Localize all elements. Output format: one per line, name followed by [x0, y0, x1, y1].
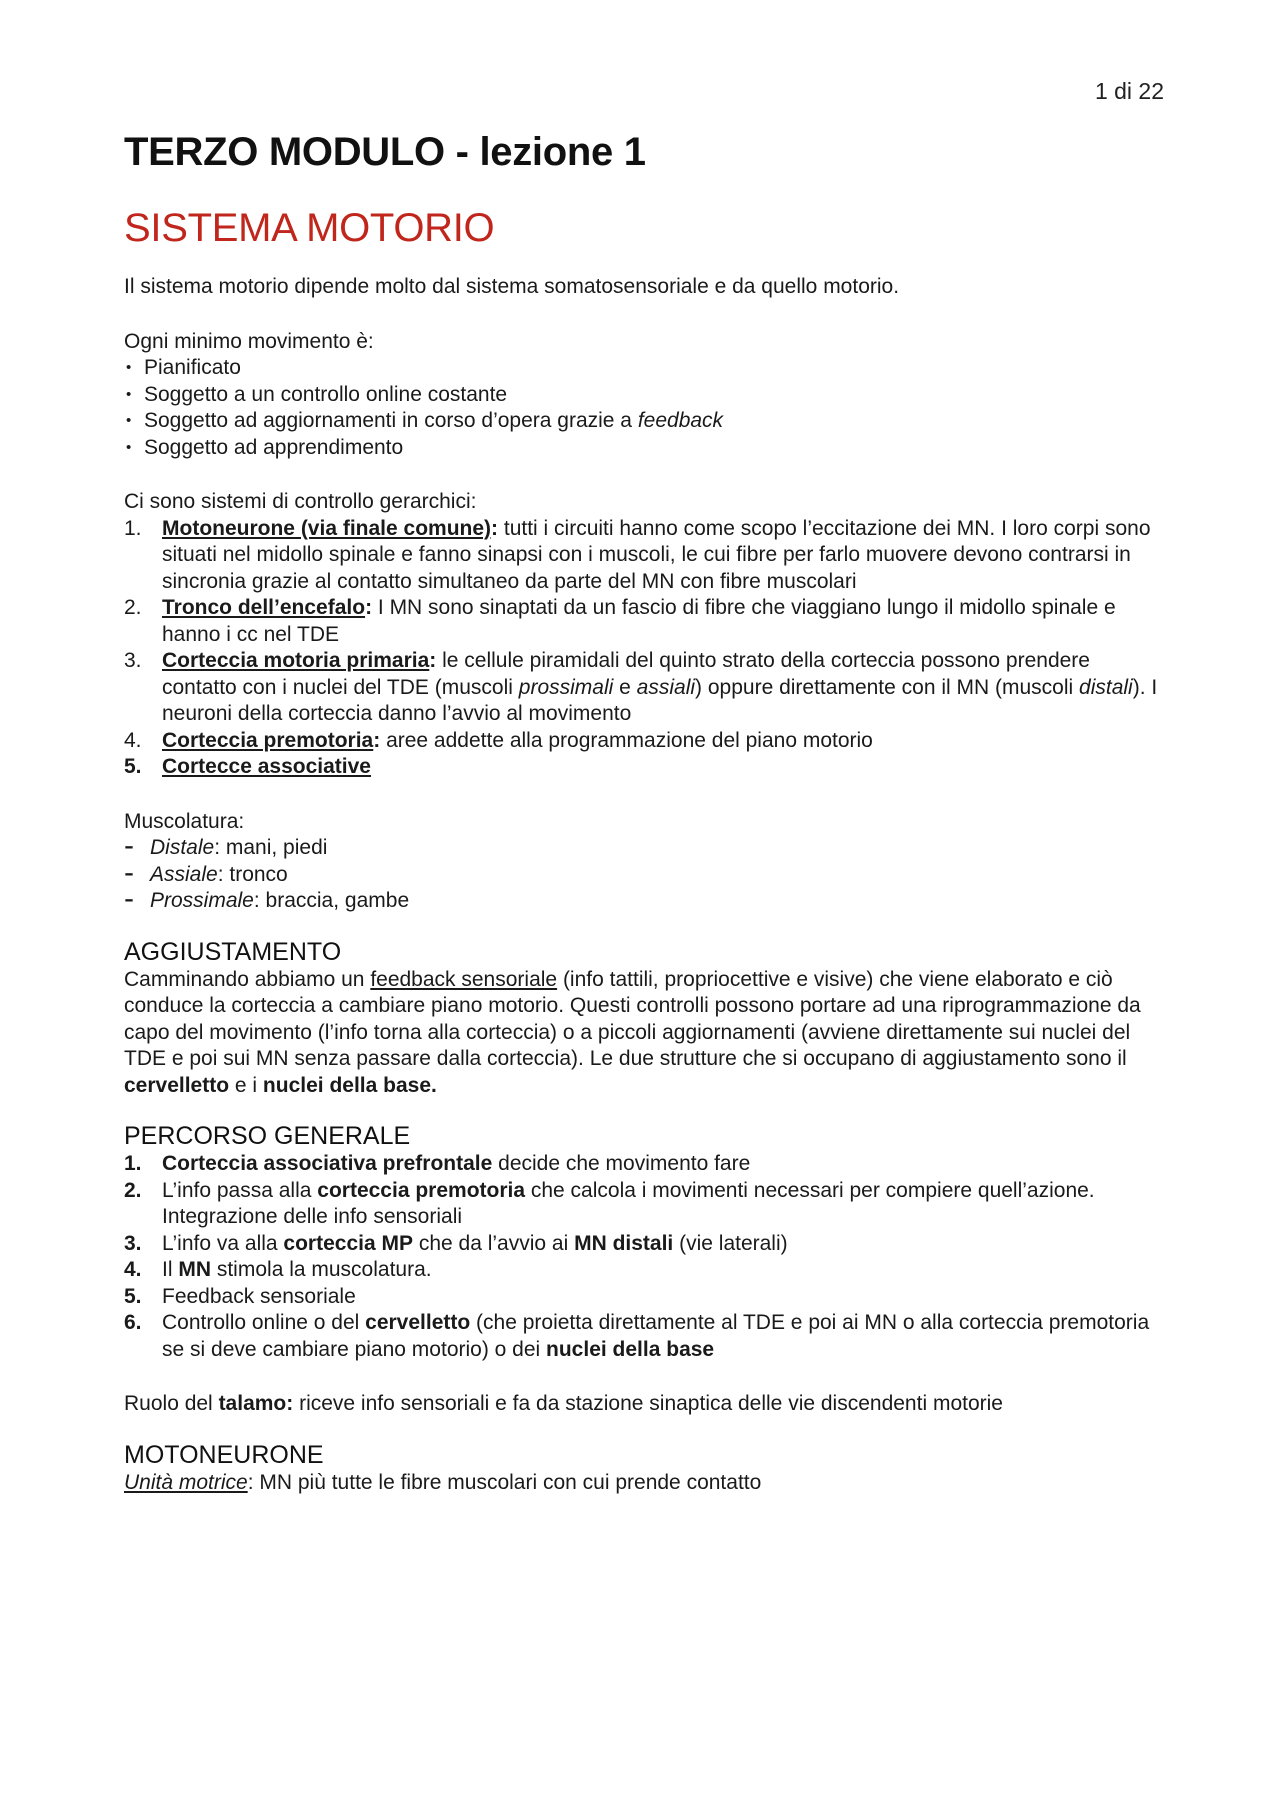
- page-number: 1 di 22: [1094, 78, 1164, 104]
- percorso-heading: PERCORSO GENERALE: [124, 1122, 411, 1150]
- percorso-list: [124, 1151, 1164, 1363]
- list-item: 3. Corteccia motoria primaria: le cellule piramidali del quinto strato della corteccia possono prendere contatto con i nuclei del TDE (muscoli prossimali e assiali) oppure direttamente con il MN (muscoli distali). I neuroni della corteccia danno l’avvio al movimento: [124, 649, 1158, 725]
- motoneurone-paragraph: Unità motrice: MN più tutte le fibre muscolari con cui prende contatto: [124, 1470, 762, 1494]
- list-item: 4. Corteccia premotoria: aree addette alla programmazione del piano motorio: [124, 728, 873, 752]
- list-item: 5. Feedback sensoriale: [124, 1284, 356, 1308]
- movement-list: [124, 355, 1164, 461]
- list-item: 5. Cortecce associative: [124, 755, 371, 778]
- list-item: 6. Controllo online o del cervelletto (che proietta direttamente al TDE e poi ai MN o alla corteccia premotoria se si deve cambiare piano motorio) o dei nuclei della base: [124, 1311, 1150, 1361]
- talamo-paragraph: Ruolo del talamo: riceve info sensoriali e fa da stazione sinaptica delle vie discendenti motorie: [124, 1392, 1003, 1415]
- hierarchy-list: [124, 516, 1164, 781]
- muscolatura-list: [124, 835, 1164, 915]
- list-item: • Pianificato: [124, 355, 1164, 382]
- hierarchy-lead: Ci sono sistemi di controllo gerarchici:: [124, 490, 477, 513]
- list-item: 2. Tronco dell’encefalo: I MN sono sinaptati da un fascio di fibre che viaggiano lungo il midollo spinale e hanno i cc nel TDE: [124, 596, 1116, 646]
- list-item: 1. Corteccia associativa prefrontale decide che movimento fare: [124, 1152, 751, 1175]
- list-item: • Soggetto a un controllo online costante: [124, 382, 1164, 409]
- list-item: 3. L’info va alla corteccia MP che da l’avvio ai MN distali (vie laterali): [124, 1231, 788, 1255]
- list-item: 1. Motoneurone (via finale comune): tutti i circuiti hanno come scopo l’eccitazione dei MN. I loro corpi sono situati nel midollo spinale e fanno sinapsi con i muscoli, le cui fibre per farlo muovere devono contrarsi in sincronia grazie al contatto simultaneo da parte del MN con fibre muscolari: [124, 516, 1151, 593]
- page-title: TERZO MODULO - lezione 1: [124, 130, 646, 174]
- list-item: 2. L’info passa alla corteccia premotoria che calcola i movimenti necessari per compiere quell’azione. Integrazione delle info sensoriali: [124, 1178, 1095, 1228]
- intro-paragraph: Il sistema motorio dipende molto dal sistema somatosensoriale e da quello motorio.: [124, 275, 900, 298]
- list-item: - Assiale: tronco: [124, 862, 1164, 889]
- list-item: - Prossimale: braccia, gambe: [124, 888, 1164, 915]
- section-title: SISTEMA MOTORIO: [124, 206, 495, 250]
- list-item: • Soggetto ad apprendimento: [124, 435, 1164, 462]
- list-item: 4. Il MN stimola la muscolatura.: [124, 1258, 432, 1281]
- document-body: [124, 128, 1164, 1496]
- list-item: - Distale: mani, piedi: [124, 835, 1164, 862]
- feedback-sensoriale-link: feedback sensoriale: [370, 967, 558, 991]
- list-item: • Soggetto ad aggiornamenti in corso d’opera grazie a feedback: [124, 408, 1164, 435]
- aggiustamento-heading: AGGIUSTAMENTO: [124, 937, 342, 966]
- movement-lead: Ogni minimo movimento è:: [124, 329, 374, 353]
- muscolatura-lead: Muscolatura:: [124, 809, 245, 833]
- aggiustamento-paragraph: Camminando abbiamo un feedback sensoriale (info tattili, propriocettive e visive) che viene elaborato e ciò conduce la corteccia a cambiare piano motorio. Questi controlli possono portare ad una riprogrammazione da capo del movimento (l’info torna alla corteccia) o a piccoli aggiornamenti (avviene direttamente sui nuclei del TDE e poi sui MN senza passare dalla corteccia). Le due strutture che si occupano di aggiustamento sono il cervelletto e i nuclei della base.: [124, 967, 1141, 1097]
- motoneurone-heading: MOTONEURONE: [124, 1440, 324, 1469]
